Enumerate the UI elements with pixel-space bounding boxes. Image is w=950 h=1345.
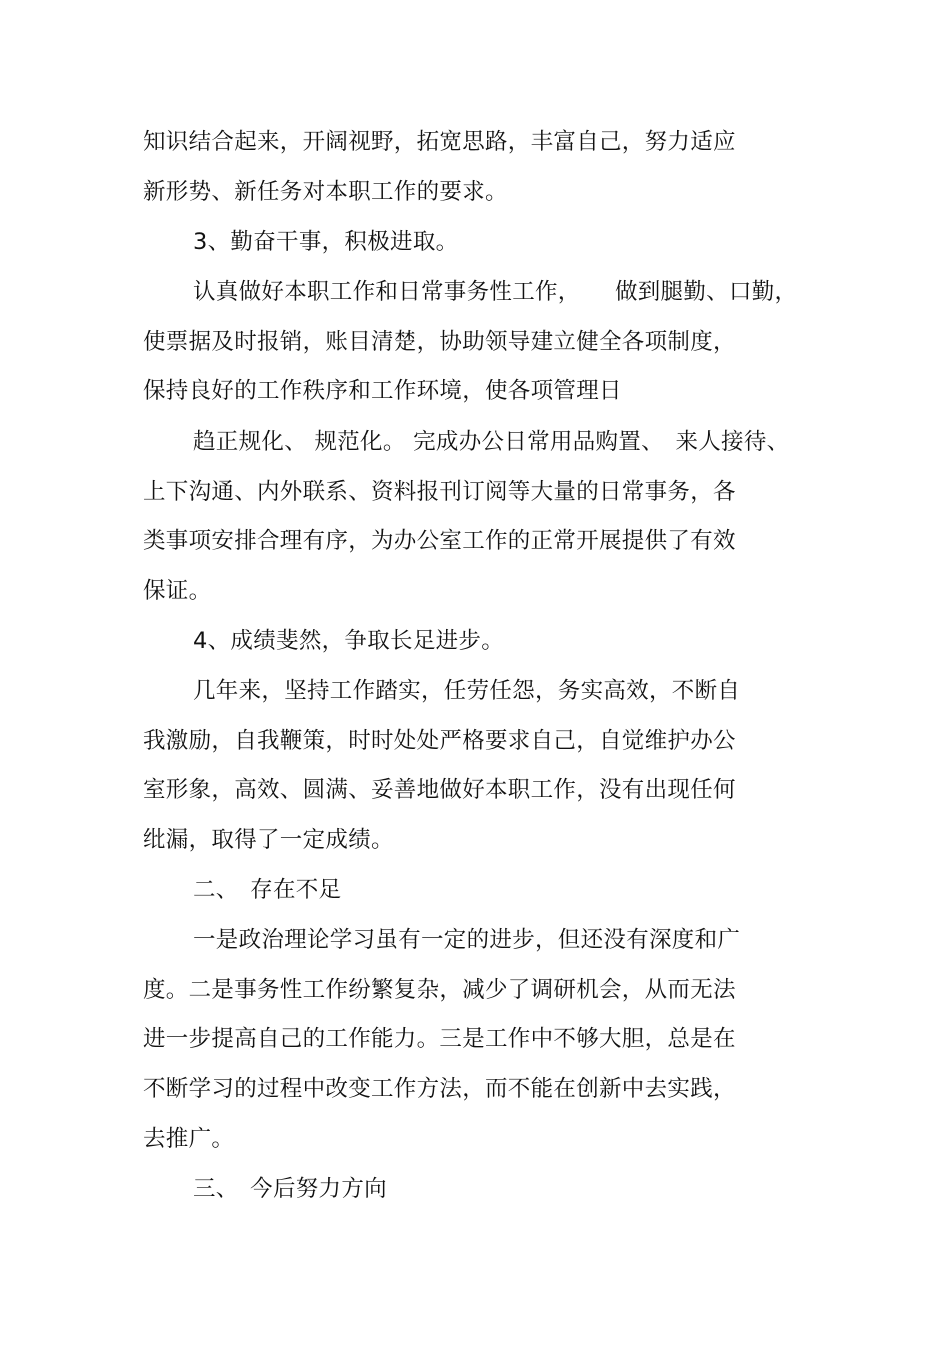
text-line: 进一步提高自己的工作能力。三是工作中不够大胆，总是在 (143, 1026, 736, 1052)
section-heading: 4、成绩斐然，争取长足进步。 (193, 628, 505, 654)
text-line: 室形象，高效、圆满、妥善地做好本职工作，没有出现任何 (143, 777, 736, 803)
text-line: 使票据及时报销，账目清楚，协助领导建立健全各项制度， (143, 329, 736, 355)
text-line: 新形势、新任务对本职工作的要求。 (143, 179, 508, 205)
text-line: 认真做好本职工作和日常事务性工作， 做到腿勤、口勤， (193, 279, 798, 305)
text-line: 几年来，坚持工作踏实，任劳任怨，务实高效，不断自 (193, 678, 741, 704)
text-line: 去推广。 (143, 1126, 235, 1152)
text-line: 一是政治理论学习虽有一定的进步，但还没有深度和广 (193, 927, 741, 953)
section-heading: 3、勤奋干事，积极进取。 (193, 229, 459, 255)
section-heading: 二、 存在不足 (193, 877, 342, 903)
text-line: 纰漏，取得了一定成绩。 (143, 827, 394, 853)
text-line: 知识结合起来，开阔视野，拓宽思路，丰富自己，努力适应 (143, 129, 736, 155)
text-line: 度。二是事务性工作纷繁复杂，减少了调研机会，从而无法 (143, 977, 736, 1003)
text-line: 保证。 (143, 578, 212, 604)
text-line: 趋正规化、 规范化。 完成办公日常用品购置、 来人接待、 (193, 429, 790, 455)
text-line: 我激励，自我鞭策，时时处处严格要求自己，自觉维护办公 (143, 728, 736, 754)
text-line: 类事项安排合理有序，为办公室工作的正常开展提供了有效 (143, 528, 736, 554)
section-heading: 三、 今后努力方向 (193, 1176, 387, 1202)
text-line: 上下沟通、内外联系、资料报刊订阅等大量的日常事务，各 (143, 479, 736, 505)
text-line: 不断学习的过程中改变工作方法，而不能在创新中去实践， (143, 1076, 736, 1102)
text-line: 保持良好的工作秩序和工作环境，使各项管理日 (143, 378, 622, 404)
